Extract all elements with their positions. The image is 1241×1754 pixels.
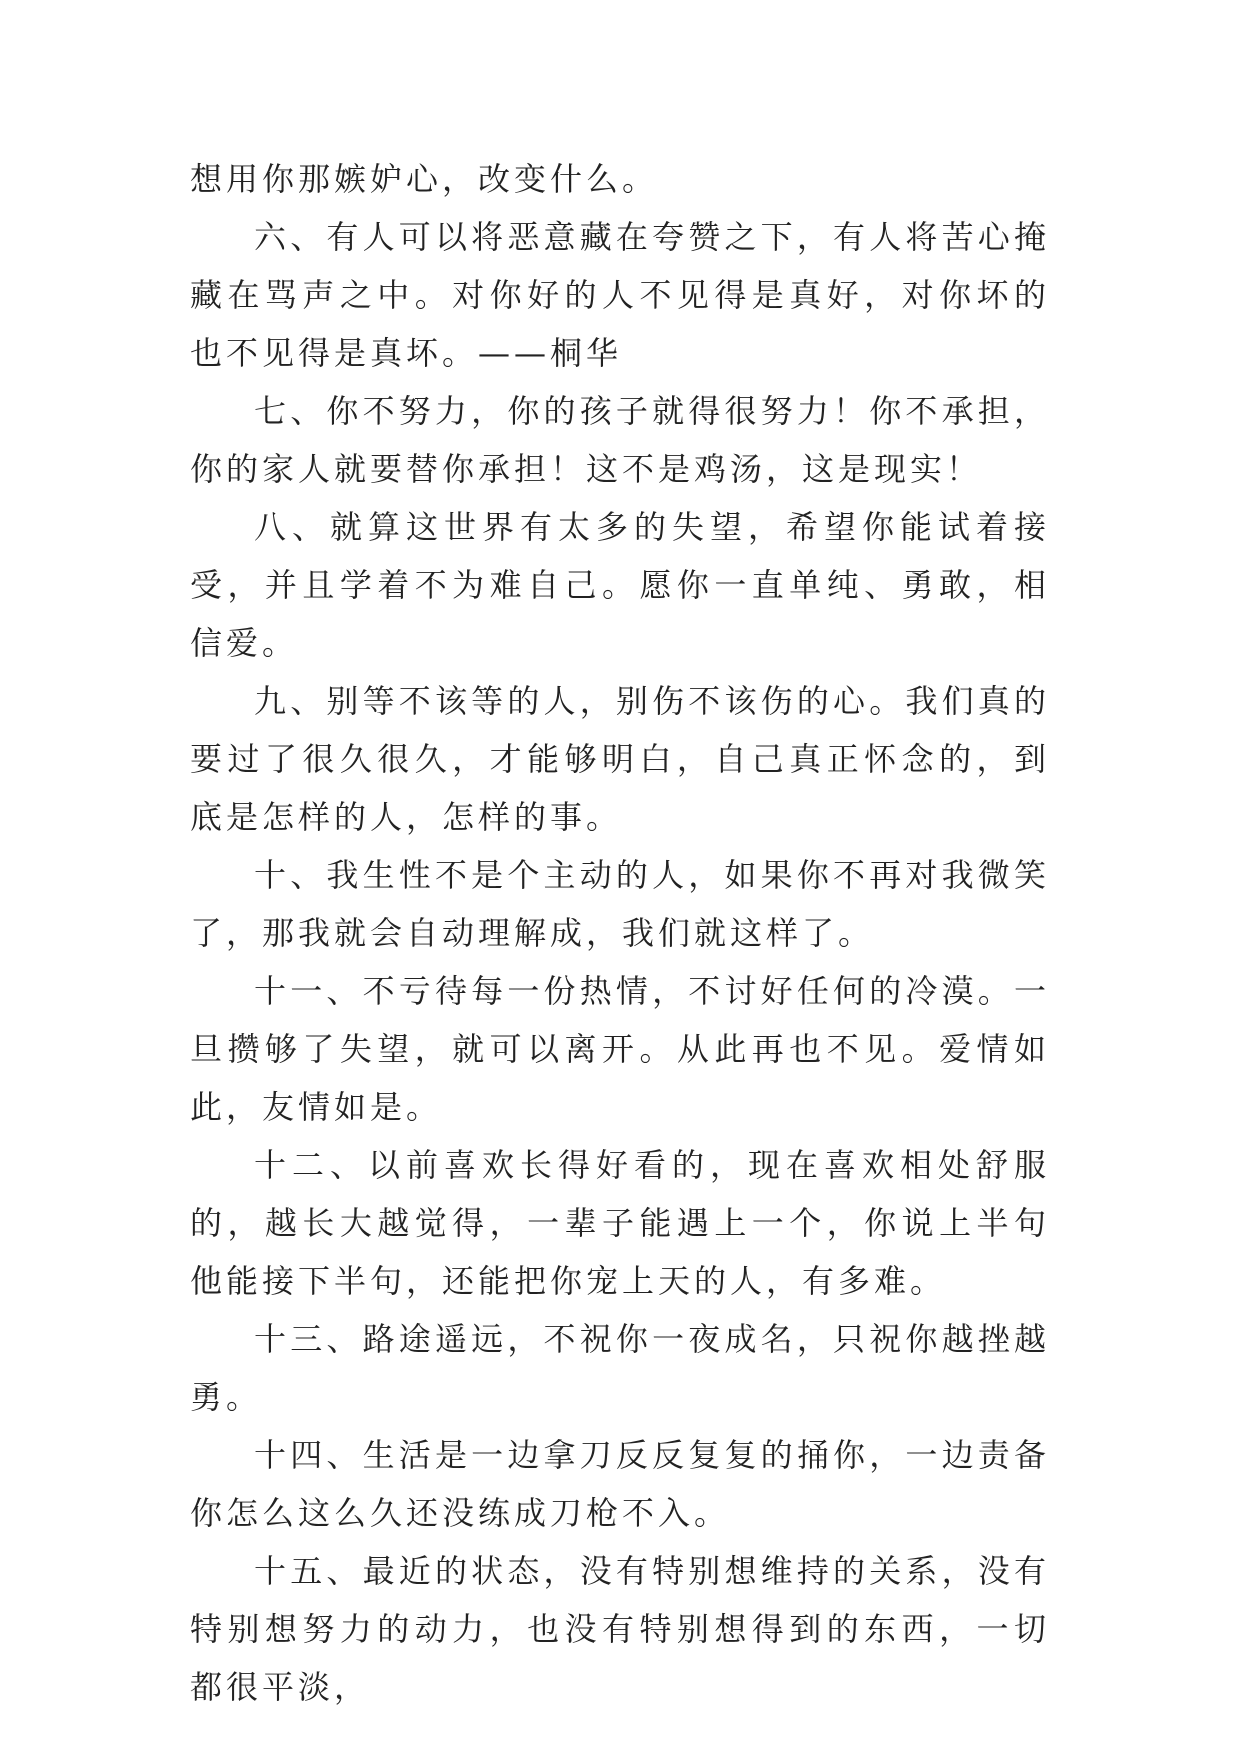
paragraph: 十五、最近的状态，没有特别想维持的关系，没有特别想努力的动力，也没有特别想得到的东西，一切都很平淡， bbox=[190, 1552, 1050, 1706]
document-body bbox=[190, 150, 1050, 1716]
paragraph: 九、别等不该等的人，别伤不该伤的心。我们真的要过了很久很久，才能够明白，自己真正怀念的，到底是怎样的人，怎样的事。 bbox=[190, 682, 1050, 836]
paragraph: 十二、以前喜欢长得好看的，现在喜欢相处舒服的，越长大越觉得，一辈子能遇上一个，你说上半句他能接下半句，还能把你宠上天的人，有多难。 bbox=[190, 1146, 1050, 1300]
paragraph: 十一、不亏待每一份热情，不讨好任何的冷漠。一旦攒够了失望，就可以离开。从此再也不见。爱情如此，友情如是。 bbox=[190, 972, 1050, 1126]
paragraph: 八、就算这世界有太多的失望，希望你能试着接受，并且学着不为难自己。愿你一直单纯、勇敢，相信爱。 bbox=[190, 508, 1050, 662]
paragraph: 想用你那嫉妒心，改变什么。 bbox=[190, 160, 659, 198]
paragraph: 十三、路途遥远，不祝你一夜成名，只祝你越挫越勇。 bbox=[190, 1320, 1050, 1416]
paragraph: 十四、生活是一边拿刀反反复复的捅你，一边责备你怎么这么久还没练成刀枪不入。 bbox=[190, 1436, 1050, 1532]
paragraph: 七、你不努力，你的孩子就得很努力！你不承担，你的家人就要替你承担！这不是鸡汤，这是现实！ bbox=[190, 392, 1050, 488]
paragraph: 六、有人可以将恶意藏在夸赞之下，有人将苦心掩藏在骂声之中。对你好的人不见得是真好，对你坏的也不见得是真坏。——桐华 bbox=[190, 218, 1050, 372]
paragraph: 十、我生性不是个主动的人，如果你不再对我微笑了，那我就会自动理解成，我们就这样了。 bbox=[190, 856, 1050, 952]
